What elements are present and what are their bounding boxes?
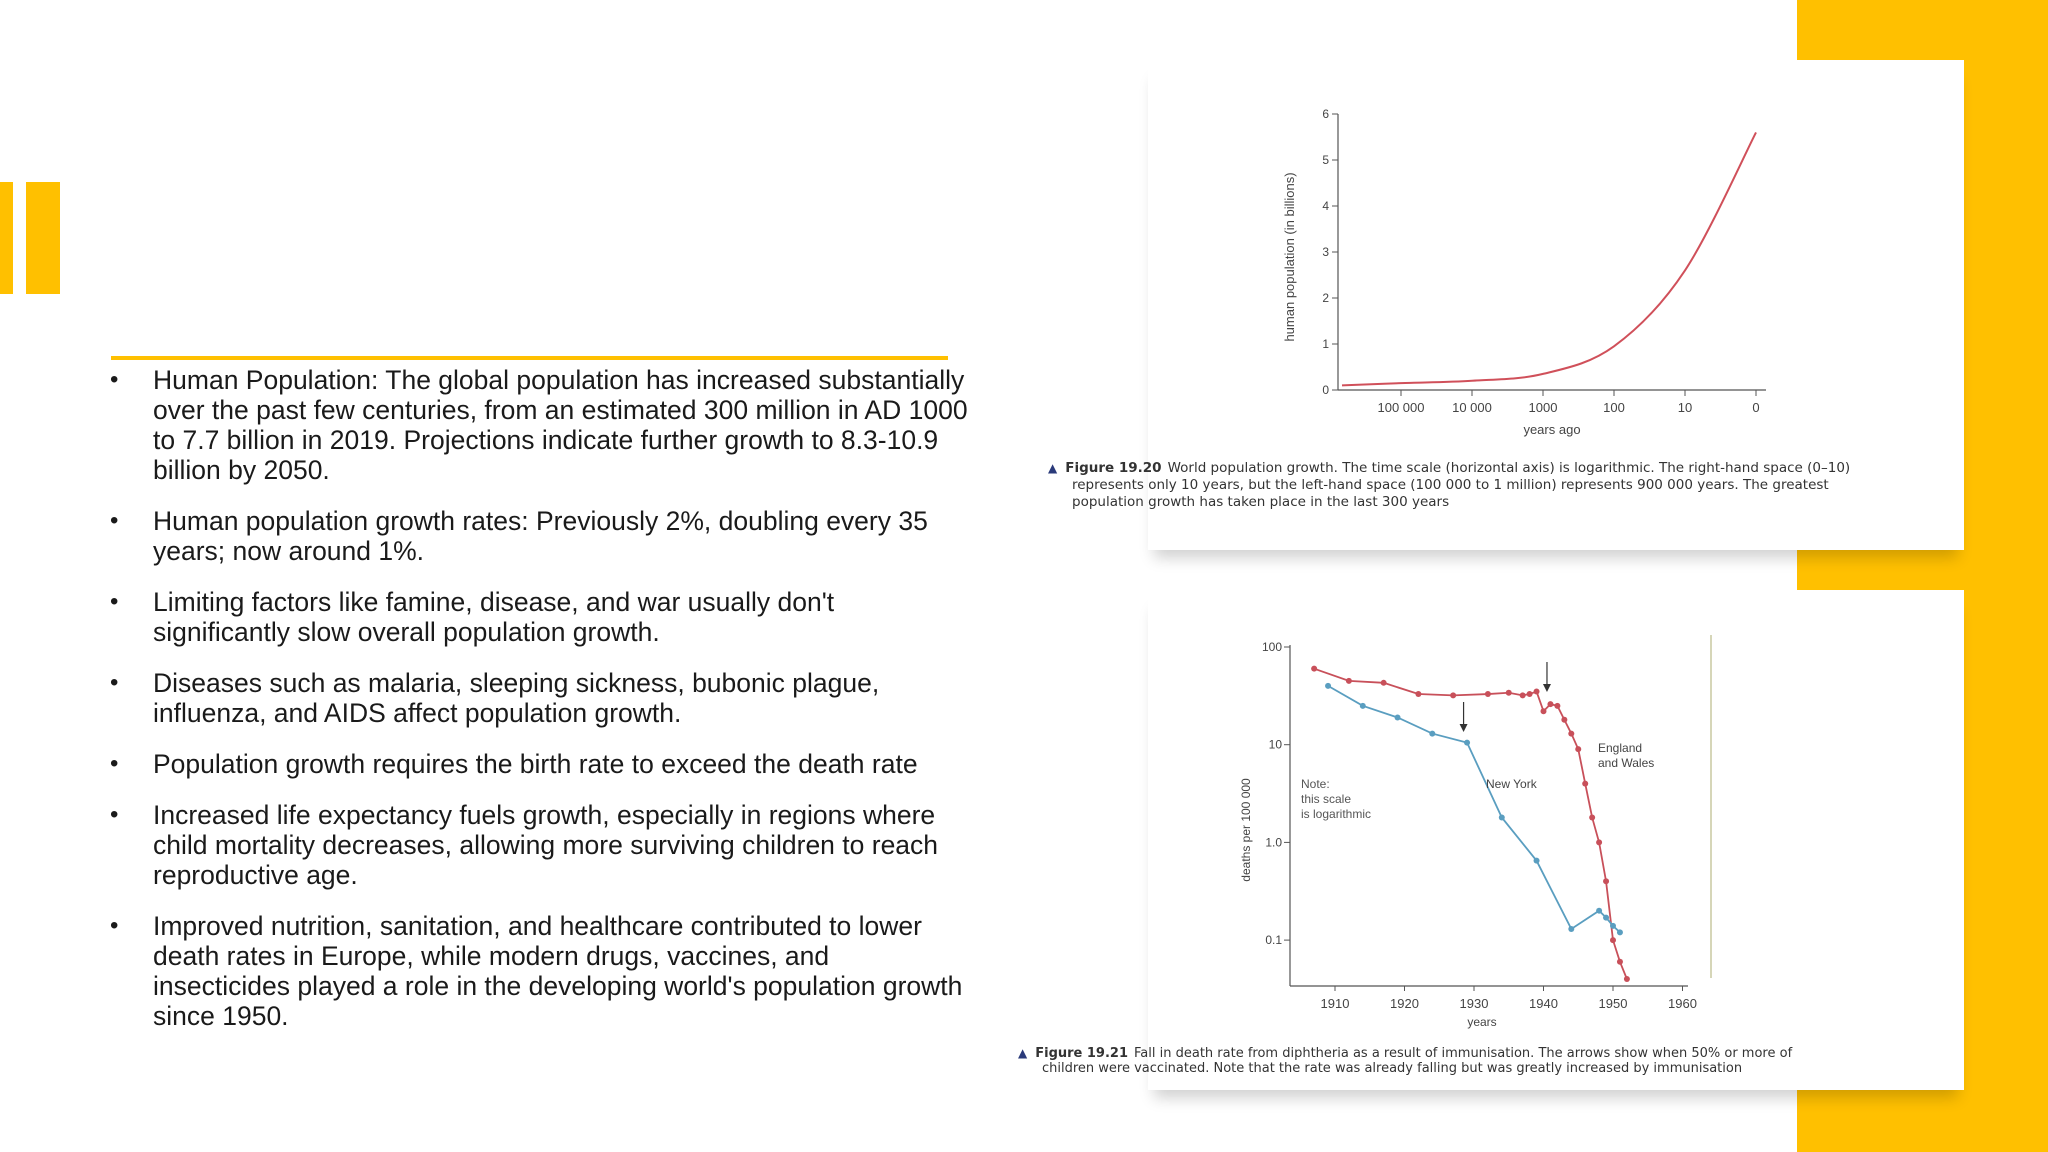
new-york-data-point xyxy=(1395,714,1401,720)
x-tick-label: 0 xyxy=(1752,400,1760,415)
england-and-wales-data-point xyxy=(1520,692,1526,698)
figure-label: Figure 19.20 xyxy=(1065,460,1162,476)
y-tick-label: 0 xyxy=(1322,383,1329,397)
note-text: is logarithmic xyxy=(1301,807,1372,821)
caption-line: ▲ Figure 19.20 World population growth. The time scale (horizontal axis) is logarithmic. The right-hand space (0–10) xyxy=(1048,460,1851,476)
england-and-wales-data-point xyxy=(1568,731,1574,737)
note-text: Note: xyxy=(1301,777,1330,791)
caption-line: children were vaccinated. Note that the rate was already falling but was greatly increased by immunisation xyxy=(1042,1061,1743,1076)
note-text: this scale xyxy=(1301,792,1352,806)
figure-1-caption xyxy=(1048,460,1968,511)
england-and-wales-data-point xyxy=(1547,701,1553,707)
new-york-data-point xyxy=(1568,926,1574,932)
x-tick-label: 1930 xyxy=(1459,996,1489,1011)
y-tick-label: 6 xyxy=(1322,107,1329,121)
new-york-data-point xyxy=(1464,740,1470,746)
england-and-wales-data-point xyxy=(1575,746,1581,752)
x-tick-label: 1950 xyxy=(1598,996,1628,1011)
new-york-data-point xyxy=(1360,703,1366,709)
england-and-wales-data-point xyxy=(1589,814,1595,820)
x-axis-label: years ago xyxy=(1523,422,1581,437)
population-series-line xyxy=(1342,132,1756,385)
england-and-wales-data-point xyxy=(1346,678,1352,684)
x-tick-label: 10 000 xyxy=(1452,400,1492,415)
x-tick-label: 1000 xyxy=(1528,400,1558,415)
x-tick-label: 1940 xyxy=(1529,996,1558,1011)
england-and-wales-data-point xyxy=(1527,691,1533,697)
bullet-list xyxy=(110,365,970,1052)
bullet-item: • Diseases such as malaria, sleeping sickness, bubonic plague, influenza, and AIDS affect population growth. xyxy=(110,668,880,728)
bullet-item: • Limiting factors like famine, disease, and war usually don't significantly slow overall population growth. xyxy=(110,587,835,647)
england-and-wales-data-point xyxy=(1596,839,1602,845)
new-york-data-point xyxy=(1603,915,1609,921)
figure-2-caption xyxy=(1018,1046,1958,1076)
figure-label: Figure 19.21 xyxy=(1035,1046,1129,1061)
england-and-wales-data-point xyxy=(1534,689,1540,695)
population-chart-plot xyxy=(1282,107,1766,437)
y-tick-label: 5 xyxy=(1322,153,1329,167)
y-axis-label: human population (in billions) xyxy=(1282,172,1297,342)
figure-2-card xyxy=(1018,590,1964,1090)
england-and-wales-data-point xyxy=(1450,692,1456,698)
diphtheria-chart xyxy=(1148,590,1964,1030)
new-york-data-point xyxy=(1499,814,1505,820)
caption-line: population growth has taken place in the last 300 years xyxy=(1072,494,1450,510)
y-tick-label: 100 xyxy=(1261,640,1282,654)
england-and-wales-data-point xyxy=(1485,691,1491,697)
diphtheria-chart-plot xyxy=(1239,635,1711,1029)
y-tick-label: 4 xyxy=(1322,199,1329,213)
x-tick-label: 10 xyxy=(1677,400,1693,415)
bullet-item: • Improved nutrition, sanitation, and healthcare contributed to lower death rates in Europe, while modern drugs, vaccines, and insecticides played a role in the developing world's population growth since 1950. xyxy=(110,911,963,1031)
bullet-item: • Human population growth rates: Previously 2%, doubling every 35 years; now around 1%. xyxy=(110,506,928,566)
caption-line: ▲ Figure 19.21 Fall in death rate from diphtheria as a result of immunisation. The arrows show when 50% or more of xyxy=(1018,1046,1793,1061)
series-label-new-york: New York xyxy=(1486,777,1537,791)
x-tick-label: 1910 xyxy=(1320,996,1350,1011)
triangle-icon: ▲ xyxy=(1018,1046,1028,1060)
new-york-data-point xyxy=(1534,858,1540,864)
accent-bar-left-1 xyxy=(0,182,13,294)
accent-bar-left-2 xyxy=(26,182,60,294)
y-tick-label: 0.1 xyxy=(1265,933,1282,948)
england-and-wales-data-point xyxy=(1415,691,1421,697)
england-and-wales-data-point xyxy=(1603,878,1609,884)
population-chart xyxy=(1148,60,1964,480)
new-york-series-line xyxy=(1328,686,1620,932)
x-tick-label: 100 000 xyxy=(1377,400,1425,415)
caption-line: represents only 10 years, but the left-hand space (100 000 to 1 million) represents 900 000 years. The greatest xyxy=(1072,477,1829,493)
y-tick-label: 10 xyxy=(1268,737,1282,752)
new-york-data-point xyxy=(1610,923,1616,929)
x-axis-label: years xyxy=(1467,1015,1497,1029)
new-york-data-point xyxy=(1429,731,1435,737)
y-tick-label: 1.0 xyxy=(1265,835,1282,850)
y-tick-label: 2 xyxy=(1322,291,1329,305)
england-and-wales-data-point xyxy=(1506,690,1512,696)
y-axis-label: deaths per 100 000 xyxy=(1239,778,1253,882)
series-label-england-wales: England xyxy=(1598,741,1643,755)
england-and-wales-data-point xyxy=(1561,717,1567,723)
x-tick-label: 100 xyxy=(1603,400,1625,415)
arrow-head-icon xyxy=(1460,724,1468,732)
england-and-wales-data-point xyxy=(1554,703,1560,709)
england-and-wales-data-point xyxy=(1617,959,1623,965)
bullet-item: • Increased life expectancy fuels growth, especially in regions where child mortality decreases, allowing more surviving children to reach reproductive age. xyxy=(110,800,939,890)
figure-1-card xyxy=(1048,60,1964,550)
new-york-data-point xyxy=(1617,929,1623,935)
england-and-wales-data-point xyxy=(1311,666,1317,672)
x-tick-label: 1960 xyxy=(1668,996,1697,1011)
england-and-wales-data-point xyxy=(1610,937,1616,943)
triangle-icon: ▲ xyxy=(1048,461,1058,475)
england-and-wales-series-line xyxy=(1314,669,1627,979)
new-york-data-point xyxy=(1596,908,1602,914)
series-label-england-wales: and Wales xyxy=(1598,756,1655,770)
arrow-head-icon xyxy=(1543,684,1551,692)
bullet-item: • Human Population: The global population has increased substantially over the past few centuries, from an estimated 300 million in AD 1000 to 7.7 billion in 2019. Projections indicate further growth to 8.3-10.9 billion by 2050. xyxy=(110,365,968,485)
england-and-wales-data-point xyxy=(1541,708,1547,714)
title-underline xyxy=(111,356,948,360)
england-and-wales-data-point xyxy=(1624,976,1630,982)
england-and-wales-data-point xyxy=(1582,781,1588,787)
bullet-item: • Population growth requires the birth rate to exceed the death rate xyxy=(110,749,918,779)
y-tick-label: 3 xyxy=(1322,245,1329,259)
new-york-data-point xyxy=(1325,683,1331,689)
y-tick-label: 1 xyxy=(1322,337,1329,351)
x-tick-label: 1920 xyxy=(1390,996,1419,1011)
england-and-wales-data-point xyxy=(1381,680,1387,686)
